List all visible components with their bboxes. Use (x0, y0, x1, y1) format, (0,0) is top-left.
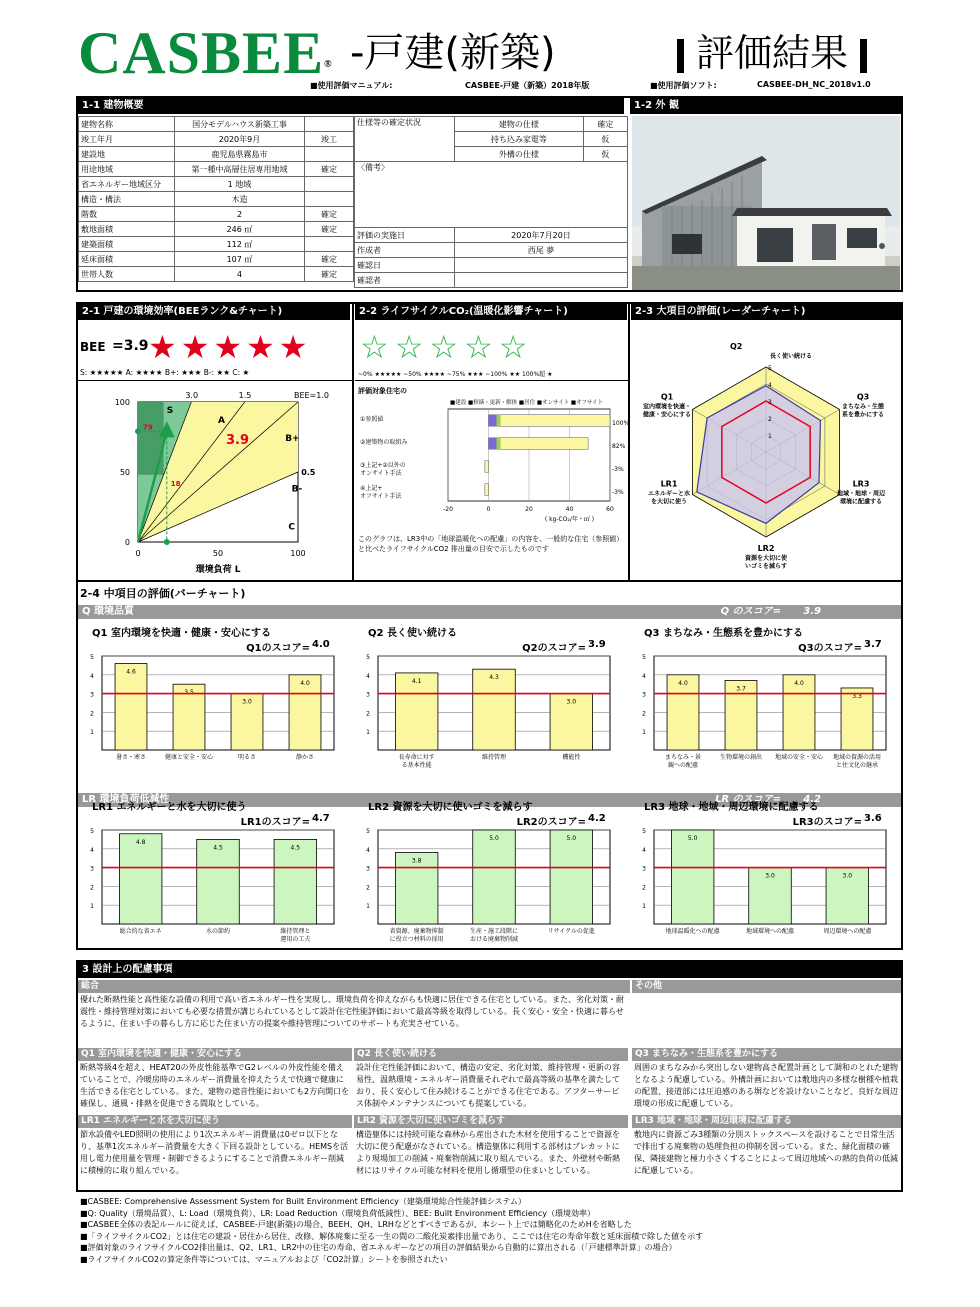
category-label: 地域の安全・安心 (774, 754, 824, 761)
y-tick-label: 3 (642, 691, 646, 699)
y-tick-label: 2 (366, 710, 370, 718)
q-score: 3.9 (803, 606, 821, 617)
spec-v: 仮 (583, 132, 627, 147)
lcc-bar-seg (489, 415, 497, 427)
lcc-cat: オフサイト手法 (360, 492, 402, 500)
bar-chart-4 (356, 826, 620, 950)
manual-value: CASBEE-戸建（新築）2018年版 (465, 81, 590, 90)
spec-k: 外構の仕様 (455, 147, 584, 162)
note-header: Q2 長く使い続ける (354, 1048, 628, 1061)
spec-label: 仕様等の確定状況 (355, 117, 455, 162)
bar-chart-score-label: LR3のスコア= (792, 817, 862, 828)
building-overview-table (78, 116, 354, 282)
spec-k: 建物の仕様 (455, 117, 584, 132)
radar-axis-id: Q1 (660, 392, 674, 402)
bar-value-label: 4.5 (213, 844, 223, 852)
category-label: 観への配慮 (667, 762, 699, 769)
spec-v: 仮 (583, 147, 627, 162)
category-label: 総合的な省エネ (119, 928, 162, 935)
radar-axis-label: を大切に使う (650, 498, 688, 506)
bee-l-value: 18 (170, 480, 181, 488)
eval-k: 確認日 (355, 258, 455, 273)
overview-k: 省エネルギー地域区分 (79, 177, 175, 192)
category-label: る基本性能 (401, 762, 432, 769)
radar-axis-id: LR1 (660, 479, 678, 489)
bar (473, 669, 516, 750)
remarks: 〈備考〉 (355, 162, 628, 228)
radar-axis-label: 系を豊かにする (841, 411, 885, 419)
y-tick-label: 3 (90, 865, 94, 873)
lcc-cat: ②建築物の取組み (360, 438, 408, 446)
category-label: と住文化の継承 (835, 762, 879, 769)
radar-axis-label: いゴミを減らす (744, 563, 788, 570)
y-tick-label: 3 (642, 865, 646, 873)
overview-k: 構造・構法 (79, 192, 175, 207)
category-label: 静かさ (295, 754, 315, 761)
overview-k: 階数 (79, 207, 175, 222)
bar-chart-score-label: Q2のスコア= (522, 643, 586, 654)
overview-row (79, 192, 354, 207)
radar-axis-label: 資源を大切に使 (744, 555, 788, 562)
category-label: 生産・施工段階に (469, 928, 519, 935)
overview-row (79, 267, 354, 282)
category-label: 周辺環境への配慮 (823, 928, 872, 935)
y-tick-label: 4 (90, 846, 94, 854)
lcc-xtick: -20 (443, 506, 453, 513)
footer-line: ■評価対象のライフサイクルCO2排出量は、Q2、LR1、LR2中の住宅の寿命、省エネルギーなどの項目の評価結果から自動的に算出される（「戸建標準計算」の場合） (80, 1243, 677, 1252)
lcc-cat: ④上記+ (360, 484, 383, 492)
y-tick: 50 (119, 468, 130, 477)
s3-title: 3 設計上の配慮事項 (78, 962, 901, 978)
y-tick-label: 1 (90, 903, 94, 911)
category-label: 明るさ (237, 754, 257, 761)
overview-c (305, 177, 354, 192)
x-tick: 0 (135, 549, 141, 558)
footer-line: ■CASBEE: Comprehensive Assessment System for Built Environment Efficiency（建築環境総合性能評価システム） (80, 1197, 527, 1206)
rank-label: A (218, 416, 225, 426)
radar-chart (632, 322, 900, 578)
divider (628, 302, 630, 580)
category-label: 機能性 (562, 754, 581, 761)
category-label: 維持管理 (481, 754, 507, 761)
overview-v: 246 ㎡ (175, 222, 305, 237)
overview-row (79, 117, 354, 132)
bee-rank-scale: S: ★★★★★ A: ★★★★ B+: ★★★ B-: ★★ C: ★ (80, 368, 250, 377)
footer-line: ■ライフサイクルCO2の算定条件等については、マニュアルおよび「CO2計算」シートを参照されたい (80, 1254, 448, 1264)
bar-chart-5 (632, 826, 896, 950)
bar (473, 830, 516, 924)
lcc-pct: -3% (612, 466, 624, 474)
s11-title: 1-1 建物概要 (78, 98, 624, 114)
category-label: 暑さ・寒さ (115, 754, 147, 761)
bar-chart-score: 4.7 (312, 813, 330, 824)
y-tick-label: 2 (366, 884, 370, 892)
category-label: 省資源、廃棄物抑制 (389, 928, 444, 935)
bar-chart-score: 3.9 (588, 639, 606, 650)
eval-k: 作成者 (355, 243, 455, 258)
bee-l-point (164, 539, 170, 545)
lcc-cat: オンサイト手法 (360, 469, 402, 477)
y-tick-label: 4 (366, 672, 370, 680)
bar-chart-title: LR3 地球・地域・周辺環境に配慮する (644, 802, 819, 813)
lcco2-chart (358, 405, 630, 530)
q-score-label: Q のスコア= (720, 606, 781, 617)
eval-v: 2020年7月20日 (455, 228, 628, 243)
category-label: まちなみ・景 (664, 754, 702, 761)
lcc-bar-seg (497, 438, 501, 450)
bar-chart-3 (80, 826, 344, 950)
y-tick-label: 1 (90, 729, 94, 737)
lcc-cat: ③上記+②以外の (360, 461, 406, 469)
bar-value-label: 5.0 (566, 835, 577, 842)
lcc-xtick: 20 (525, 506, 533, 513)
top-tick: BEE=1.0 (294, 391, 330, 400)
y-tick-label: 2 (90, 884, 94, 892)
overview-c: 確定 (305, 162, 354, 177)
zone-s (138, 402, 164, 475)
y-tick-label: 4 (642, 672, 646, 680)
overview-v: 112 ㎡ (175, 237, 305, 252)
note-text: 敷地内に資源ごみ3種類の分別ストックスペースを設けることで日常生活で排出する廃棄物の処理負担の抑制を図っている。また、緑化面積の確保、隣接建物と極力小さくすることによって周辺地域への熱的負荷の低減に配慮している。 (634, 1130, 898, 1175)
lcc-xtick: 60 (606, 506, 614, 513)
lcco2-note: このグラフは、LR3中の「地球温暖化への配慮」の内容を、一般的な住宅（参照値）と比べたライフサイクルCO2 排出量の目安で示したものです (358, 535, 624, 553)
bar-chart-score: 4.0 (312, 639, 330, 650)
category-label: 運用の工夫 (280, 936, 311, 943)
bar-value-label: 5.0 (489, 835, 499, 842)
radar-ring-label: 2 (768, 416, 772, 423)
bar-chart-title: Q3 まちなみ・生態系を豊かにする (644, 628, 803, 639)
bar-value-label: 4.3 (489, 674, 499, 682)
software-label: ■使用評価ソフト: (650, 81, 717, 90)
lr-score-label: LR のスコア= (715, 794, 781, 805)
radar-ring-label: 4 (768, 382, 772, 389)
bar-chart-title: Q2 長く使い続ける (368, 628, 457, 639)
lcc-bar (489, 438, 589, 450)
overview-k: 建設地 (79, 147, 175, 162)
bee-stars: ★★★★★ (148, 328, 312, 366)
lcc-pct: -3% (612, 489, 624, 497)
bar-value-label: 4.1 (411, 677, 422, 685)
overview-c: 確定 (305, 252, 354, 267)
bar-chart-score-label: Q1のスコア= (246, 643, 310, 654)
bar-value-label: 4.0 (678, 679, 688, 687)
y-tick: 0 (124, 538, 130, 547)
category-label: 維持管理と (280, 928, 311, 935)
bar-value-label: 3.0 (566, 698, 577, 706)
bee-q-value: 79 (143, 423, 153, 432)
bee-value: =3.9 (112, 338, 149, 354)
note-header: LR3 地域・地球・周辺環境に配慮する (632, 1115, 901, 1128)
bar-chart-score-label: LR2のスコア= (516, 817, 586, 828)
bar-value-label: 4.6 (126, 668, 136, 676)
category-label: 地域の資源の活用 (832, 754, 882, 761)
overview-k: 世帯人数 (79, 267, 175, 282)
bar-chart-score-label: LR1のスコア= (240, 817, 310, 828)
bar-value-label: 3.7 (736, 685, 746, 693)
rank-label: 0.5 (301, 467, 316, 477)
y-tick-label: 3 (366, 865, 370, 873)
spec-k: 持ち込み家電等 (455, 132, 584, 147)
s12-title: 1-2 外 観 (630, 98, 901, 114)
note-header: LR1 エネルギーと水を大切に使う (78, 1115, 352, 1128)
category-label: 地域環境への配慮 (745, 928, 795, 935)
lcc-pct: 100% (612, 420, 630, 428)
q-bar: Q 環境品質 Q のスコア= 3.9 (78, 605, 901, 619)
overview-c (305, 147, 354, 162)
lcc-bar (489, 415, 611, 427)
overview-c (305, 237, 354, 252)
radar-axis-label: エネルギーと水 (647, 490, 691, 498)
casbee-logo: CASBEE® (78, 20, 333, 86)
bar-chart-score: 3.7 (864, 639, 882, 650)
y-tick-label: 5 (366, 654, 370, 661)
bar (197, 839, 240, 924)
note-header: LR2 資源を大切に使いゴミを減らす (354, 1115, 628, 1128)
bee-marker: 3.9 (226, 433, 250, 448)
bar-chart-title: Q1 室内環境を快適・健康・安心にする (92, 628, 271, 639)
note-text: 断熱等級4を超え、HEAT20の外皮性能基準でG2レベルの外皮性能を備えていることで、冷暖房時のエネルギー消費量を抑えたうえで快適で健康に生活できる住宅としている。また、建物の遮音性能においても2方向開口を確保し、通風・排熱を促進できる間取としている。 (80, 1063, 350, 1108)
x-tick: 100 (290, 549, 306, 558)
lr-score: 4.2 (803, 794, 821, 805)
radar-ring-label: 1 (768, 433, 772, 440)
bar (550, 830, 593, 924)
bar (119, 834, 162, 924)
overview-c: 確定 (305, 267, 354, 282)
lcc-bar (485, 484, 489, 496)
other-header: その他 (632, 980, 901, 993)
top-tick: 3.0 (185, 391, 199, 400)
lr-bar: LR 環境負荷低減性 LR のスコア= 4.2 (78, 793, 901, 807)
category-label: 地球温暖化への配慮 (665, 928, 720, 935)
radar-axis-label: 健康・安心にする (642, 411, 692, 419)
s24-title: 2-4 中項目の評価(バーチャート) (80, 587, 246, 600)
s21-title: 2-1 戸建の環境効率(BEEランク&チャート) (78, 304, 350, 320)
bar-chart-score-label: Q3のスコア= (798, 643, 862, 654)
radar-axis-label: 室内環境を快適・ (642, 403, 692, 411)
y-tick-label: 2 (642, 884, 646, 892)
overview-k: 竣工年月 (79, 132, 175, 147)
note-text: 構造躯体には持続可能な森林から産出された木材を使用することで資源を大切に使う配慮がなされている。構造躯体に利用する部材はプレカットにより現場加工の削減・廃棄物削減に取り組んでいる。また、外壁材や断熱材にはリサイクル可能な材料を使用し循環型の住まいとしている。 (356, 1130, 620, 1175)
bar-value-label: 4.0 (300, 679, 310, 687)
y-tick-label: 1 (642, 903, 646, 911)
note-header: Q1 室内環境を快適・健康・安心にする (78, 1048, 352, 1061)
overview-c (305, 192, 354, 207)
overview-row (79, 222, 354, 237)
eval-v (455, 258, 628, 273)
divider (352, 302, 354, 580)
bar-chart-0 (80, 652, 344, 776)
bar-value-label: 4.0 (794, 679, 804, 687)
footer-notes (80, 1196, 910, 1265)
overview-k: 用途地域 (79, 162, 175, 177)
y-tick-label: 5 (366, 828, 370, 835)
radar-axis-id: LR3 (852, 479, 870, 489)
note-text: 節水設備やLED照明の使用により1次エネルギー消費量は0ゼロ以下となり、基準1次エネルギー消費量を大きく下回る設計としている。HEMSを活用し電力使用量を管理・制御できるようにすることで消費エネルギー削減に積極的に取り組んでいる。 (80, 1130, 349, 1175)
category-label: 長寿命に対す (398, 754, 435, 761)
bar-chart-score: 3.6 (864, 813, 882, 824)
radar-axis-id: Q2 (730, 342, 743, 351)
y-tick-label: 1 (642, 729, 646, 737)
bar (115, 664, 147, 750)
y-tick: 100 (114, 398, 130, 407)
y-tick-label: 5 (90, 828, 94, 835)
lcco2-scale: ~0% ★★★★★ ~50% ★★★★ ~75% ★★★ ~100% ★★ 100%超 ★ (358, 371, 553, 378)
bar-value-label: 3.5 (184, 689, 194, 697)
divider (355, 380, 628, 381)
top-tick: 1.5 (238, 391, 252, 400)
y-tick-label: 4 (366, 846, 370, 854)
eval-v (455, 273, 628, 288)
y-tick-label: 1 (366, 729, 370, 737)
bar-chart-title: LR1 エネルギーと水を大切に使う (92, 802, 247, 813)
bar-chart-1 (356, 652, 620, 776)
category-label: リサイクルの促進 (547, 928, 595, 935)
s23-title: 2-3 大項目の評価(レーダーチャート) (631, 304, 901, 320)
radar-axis-id: LR2 (757, 544, 775, 553)
footer-line: ■「ライフサイクルCO2」とは住宅の建設・居住から居住、改修、解体廃棄に至る一生の間の二酸化炭素排出量であり、ここでは住宅の寿命年数と延床面積で除した値を示す (80, 1231, 704, 1241)
y-tick-label: 4 (642, 846, 646, 854)
radar-axis-label: 地域・地球・周辺 (836, 490, 886, 498)
lcc-bar-seg (489, 438, 497, 450)
other-text (634, 994, 899, 1046)
bar-value-label: 5.0 (687, 835, 698, 842)
bee-q-point (135, 428, 141, 434)
overview-k: 建築面積 (79, 237, 175, 252)
bar-value-label: 3.0 (765, 872, 775, 880)
radar-axis-label: まちなみ・生態 (841, 403, 885, 411)
lcc-xtick: 40 (565, 506, 574, 513)
y-tick-label: 4 (90, 672, 94, 680)
lcco2-legend: ■建設 ■修繕・更新・解体 ■居住 ■オンサイト ■オフサイト (450, 400, 604, 406)
overview-row (79, 237, 354, 252)
overview-c: 確定 (305, 222, 354, 237)
radar-ring-label: 3 (768, 399, 772, 406)
spec-v: 確定 (583, 117, 627, 132)
overview-row (79, 147, 354, 162)
overview-v: 1 地域 (175, 177, 305, 192)
bar-value-label: 3.0 (842, 872, 853, 880)
result-title: 評価結果 (665, 28, 879, 78)
overview-v: 国分モデルハウス新築工事 (175, 117, 305, 132)
eval-k: 確認者 (355, 273, 455, 288)
footer-line: ■CASBEE全体の表記ルールに従えば、CASBEE-戸建(新築)の場合、BEEH、QH、LRHなどとすべきであるが、本シート上では簡略化のためHを省略した (80, 1220, 632, 1229)
radar-ring-label: 5 (768, 365, 772, 372)
rank-label: C (288, 522, 296, 533)
y-tick-label: 3 (90, 691, 94, 699)
y-tick-label: 5 (642, 654, 646, 661)
overview-row (79, 252, 354, 267)
overview-row (79, 132, 354, 147)
bar-value-label: 3.8 (411, 857, 422, 865)
overview-row (79, 207, 354, 222)
overview-k: 敷地面積 (79, 222, 175, 237)
x-axis-label: 環境負荷 L (195, 565, 241, 575)
y-tick-label: 1 (366, 903, 370, 911)
bar-chart-title: LR2 資源を大切に使いゴミを減らす (368, 802, 533, 813)
overall-text: 優れた断熱性能と高性能な設備の利用で高い省エネルギー性を実現し、環境負荷を抑えながらも快適に居住できる住宅としている。また、劣化対策・耐震性・維持管理対策においても必要な措置が講じられているとして設計住宅性能評価において最高等級を取得している。長く安心・安全・快適に暮らせるように、住まい手の暮らし方に応じた住まい方の提案や維持管理についてのサポートも充実させている。 (80, 995, 624, 1028)
bar-value-label: 4.8 (135, 838, 146, 846)
bee-label: BEE (80, 340, 106, 354)
rank-label: B+ (285, 434, 300, 445)
overview-c (305, 117, 354, 132)
rank-label: B- (291, 484, 303, 495)
eval-k: 評価の実施日 (355, 228, 455, 243)
bar-value-label: 3.0 (242, 698, 252, 706)
bar-chart-2 (632, 652, 896, 776)
category-label: 健康と安全・安心 (164, 754, 214, 761)
overview-c: 竣工 (305, 132, 354, 147)
note-text: 設計住宅性能評価において、構造の安定、劣化対策、維持管理・更新の容易性、温熱環境・エネルギー消費量それぞれで最高等級の基準を満たしており、長く安心して住み続けることができる住宅である。アフターサービス体制やメンテナンスについても提案している。 (356, 1063, 620, 1108)
doc-subtitle: -戸建(新築) (350, 30, 556, 76)
software-value: CASBEE-DH_NC_2018v1.0 (757, 80, 871, 89)
lcc-pct: 82% (612, 443, 626, 451)
footer-line: ■Q: Quality（環境品質）、L: Load（環境負荷）、LR: Load Reduction（環境負荷低減性）、BEE: Built Environment Efficiency（環境効率） (80, 1208, 595, 1218)
category-label: 生物環境の創出 (719, 754, 763, 761)
rank-label: S (166, 406, 174, 417)
category-label: おける廃棄物削減 (469, 936, 519, 943)
overview-v: 第一種中高層住居専用地域 (175, 162, 305, 177)
category-label: に役立つ材料の採用 (389, 936, 444, 943)
bar-value-label: 4.5 (290, 844, 301, 852)
bar (671, 830, 714, 924)
overview-row (79, 177, 354, 192)
overview-v: 2020年9月 (175, 132, 305, 147)
radar-axis-label: 環境に配慮する (839, 498, 883, 506)
manual-label: ■使用評価マニュアル: (310, 81, 393, 90)
lcc-bar (485, 461, 489, 473)
lcc-bar-seg (497, 415, 501, 427)
note-text: 周囲のまちなみから突出しない建物高さ配置計画として調和のとれた建物となるよう配慮している。外構計画においては敷地内の多様な樹種や植栽の配置、接道部には圧迫感のある塀などを設けないことなど、良好な周辺環境の形成に配慮している。 (634, 1063, 898, 1108)
radar-axis-label: 長く使い続ける (770, 353, 813, 360)
x-tick: 50 (212, 549, 224, 558)
y-tick-label: 5 (90, 654, 94, 661)
overview-v: 鹿児島県霧島市 (175, 147, 305, 162)
overview-k: 延床面積 (79, 252, 175, 267)
s22-title: 2-2 ライフサイクルCO₂(温暖化影響チャート) (355, 304, 627, 320)
overview-row (79, 162, 354, 177)
y-tick-label: 2 (642, 710, 646, 718)
divider (78, 580, 901, 582)
overview-k: 建物名称 (79, 117, 175, 132)
bar-value-label: 3.3 (852, 692, 862, 700)
lcco2-stars: ☆☆☆☆☆ (360, 328, 534, 366)
overview-v: 木造 (175, 192, 305, 207)
y-tick-label: 5 (642, 828, 646, 835)
eval-v: 西尾 夢 (455, 243, 628, 258)
bar-chart-score: 4.2 (588, 813, 606, 824)
note-header: Q3 まちなみ・生態系を豊かにする (632, 1048, 901, 1061)
spec-table (354, 116, 628, 288)
divider (78, 380, 352, 381)
overview-v: 2 (175, 207, 305, 222)
lcco2-chart-label: 評価対象住宅の (358, 387, 407, 395)
y-tick-label: 3 (366, 691, 370, 699)
overview-c: 確定 (305, 207, 354, 222)
category-label: 水の節約 (205, 928, 231, 935)
bar (274, 839, 317, 924)
overview-v: 107 ㎡ (175, 252, 305, 267)
y-tick-label: 2 (90, 710, 94, 718)
lcc-unit: ( kg-CO₂/年・㎡ ) (544, 516, 595, 523)
lcc-cat: ①参照値 (360, 415, 384, 423)
bee-chart (80, 384, 350, 578)
overall-header: 総合 (78, 980, 630, 993)
radar-axis-id: Q3 (856, 392, 870, 402)
overview-v: 4 (175, 267, 305, 282)
house-exterior-image (632, 116, 900, 290)
lcc-xtick: 0 (486, 506, 491, 513)
